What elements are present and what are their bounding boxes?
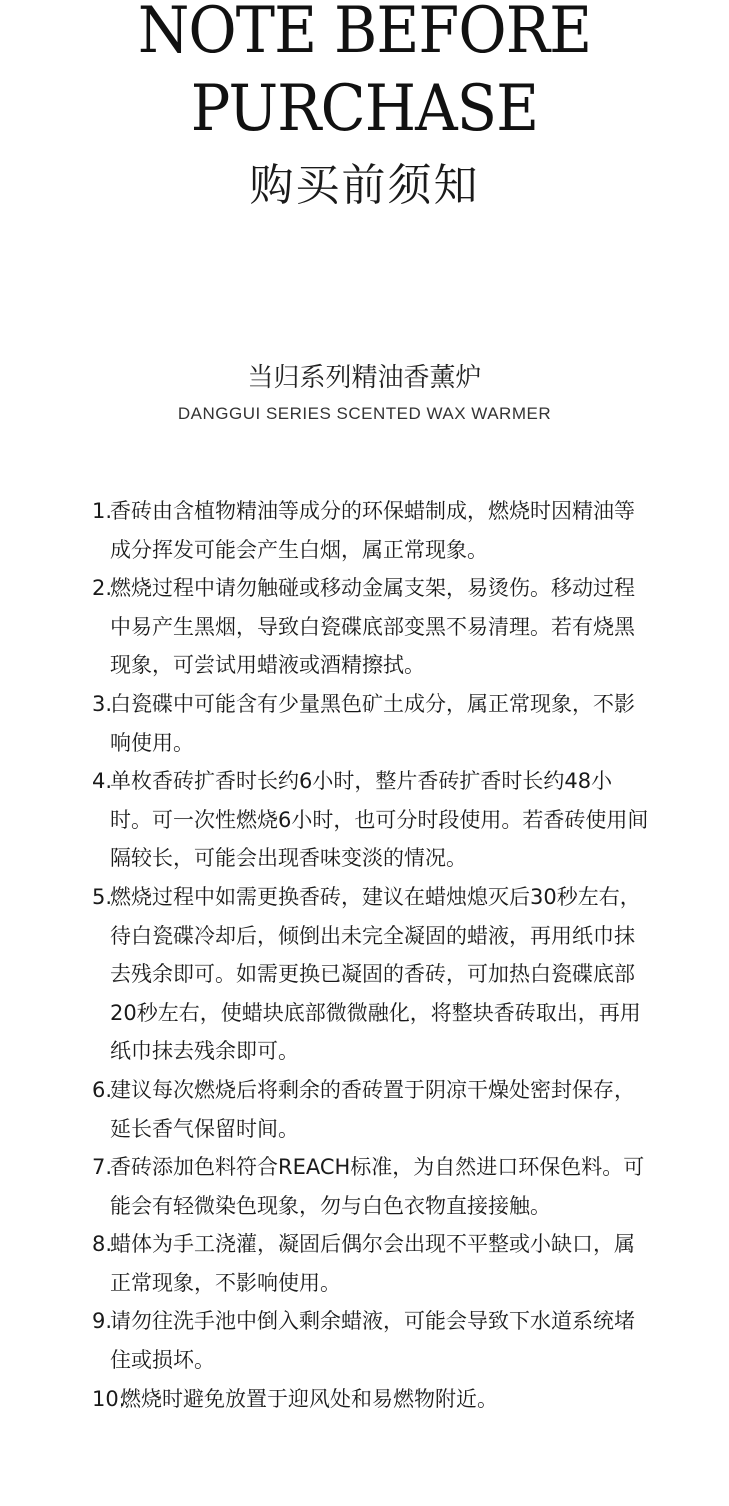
note-text: 香砖添加色料符合REACH标准，为自然进口环保色料。可能会有轻微染色现象，勿与白色衣物直接接触。	[110, 1155, 645, 1218]
note-item-9	[92, 1302, 652, 1379]
product-name-english: DANGGUI SERIES SCENTED WAX WARMER	[177, 404, 552, 423]
note-item-1	[92, 492, 652, 569]
note-item-5	[92, 878, 652, 1071]
note-item-7	[92, 1148, 652, 1225]
note-number: 8.	[92, 1232, 113, 1257]
note-number: 7.	[92, 1155, 113, 1180]
note-number: 10.	[92, 1386, 126, 1411]
note-text: 单枚香砖扩香时长约6小时，整片香砖扩香时长约48小时。可一次性燃烧6小时，也可分时段使用。若香砖使用间隔较长，可能会出现香味变淡的情况。	[110, 769, 649, 871]
note-number: 3.	[92, 691, 113, 716]
page-title-line-1: NOTE BEFORE	[137, 0, 592, 68]
notes-list	[92, 492, 652, 1418]
note-item-3	[92, 685, 652, 762]
note-text: 燃烧过程中如需更换香砖，建议在蜡烛熄灭后30秒左右，待白瓷碟冷却后，倾倒出未完全凝固的蜡液，再用纸巾抹去残余即可。如需更换已凝固的香砖，可加热白瓷碟底部20秒左右，使蜡块底部微微融化，将整块香砖取出，再用纸巾抹去残余即可。	[110, 884, 641, 1064]
note-item-10	[92, 1380, 652, 1419]
note-number: 6.	[92, 1077, 113, 1102]
note-item-2	[92, 569, 652, 685]
note-number: 4.	[92, 769, 113, 794]
note-text: 请勿往洗手池中倒入剩余蜡液，可能会导致下水道系统堵住或损坏。	[110, 1309, 635, 1373]
note-text: 燃烧过程中请勿触碰或移动金属支架，易烫伤。移动过程中易产生黑烟，导致白瓷碟底部变黑不易清理。若有烧黑现象，可尝试用蜡液或酒精擦拭。	[110, 576, 635, 678]
note-number: 2.	[92, 576, 113, 601]
note-text: 蜡体为手工浇灌，凝固后偶尔会出现不平整或小缺口，属正常现象，不影响使用。	[110, 1232, 635, 1295]
note-number: 9.	[92, 1309, 113, 1334]
note-text: 燃烧时避免放置于迎风处和易燃物附近。	[120, 1386, 498, 1411]
product-name-chinese: 当归系列精油香薰炉	[247, 363, 482, 393]
note-item-6	[92, 1071, 652, 1148]
note-item-4	[92, 762, 652, 878]
page-title-line-2: PURCHASE	[190, 72, 539, 146]
page-title-chinese: 购买前须知	[249, 160, 480, 211]
note-number: 1.	[92, 499, 113, 523]
note-text: 香砖由含植物精油等成分的环保蜡制成，燃烧时因精油等成分挥发可能会产生白烟，属正常现象。	[110, 499, 635, 562]
note-text: 白瓷碟中可能含有少量黑色矿土成分，属正常现象，不影响使用。	[110, 691, 635, 755]
note-item-8	[92, 1225, 652, 1302]
note-text: 建议每次燃烧后将剩余的香砖置于阴凉干燥处密封保存，延长香气保留时间。	[110, 1077, 635, 1141]
note-number: 5.	[92, 884, 113, 909]
page-title	[29, 0, 700, 148]
